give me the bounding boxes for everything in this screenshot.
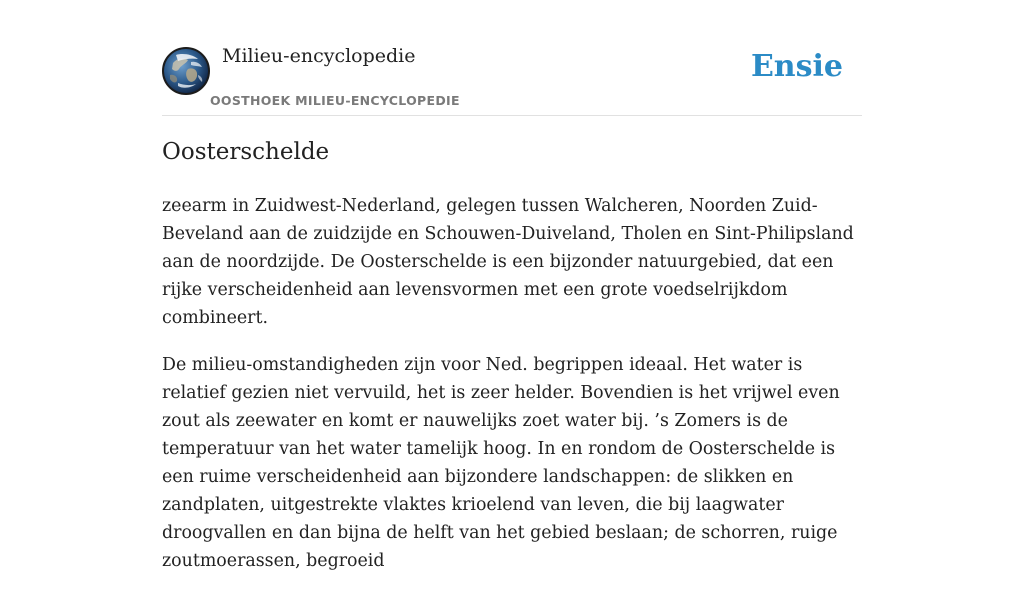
brand-logo[interactable]: Ensie bbox=[750, 49, 843, 84]
article-paragraph: zeearm in Zuidwest-Nederland, gelegen tussen Walcheren, Noorden Zuid-Beveland aan de zuidzijde en Schouwen-Duiveland, Tholen en Sint-Philipsland aan de noordzijde. De Oosterschelde is een bijzonder natuurgebied, dat een rijke verscheidenheid aan levensvormen met een grote voedselrijkdom combineert. bbox=[162, 196, 854, 328]
earth-globe-icon[interactable] bbox=[162, 47, 210, 95]
article-title: Oosterschelde bbox=[162, 139, 330, 165]
content-container bbox=[162, 0, 862, 571]
article-body bbox=[162, 192, 867, 594]
article-paragraph: De milieu-omstandigheden zijn voor Ned. begrippen ideaal. Het water is relatief gezien niet vervuild, het is zeer helder. Bovendien is het vrijwel even zout als zeewater en komt er nauwelijks zoet water bij. ’s Zomers is de temperatuur van het water tamelijk hoog. In en rondom de Oosterschelde is een ruime verscheidenheid aan bijzondere landschappen: de slikken en zandplaten, uitgestrekte vlaktes krioelend van leven, die bij laagwater droogvallen en dan bijna de helft van het gebied beslaan; de schorren, ruige zoutmoerassen, begroeid bbox=[162, 355, 840, 571]
site-name[interactable]: Milieu-encyclopedie bbox=[222, 45, 416, 67]
site-header bbox=[162, 0, 862, 116]
site-subtitle: OOSTHOEK MILIEU-ENCYCLOPEDIE bbox=[210, 93, 460, 108]
